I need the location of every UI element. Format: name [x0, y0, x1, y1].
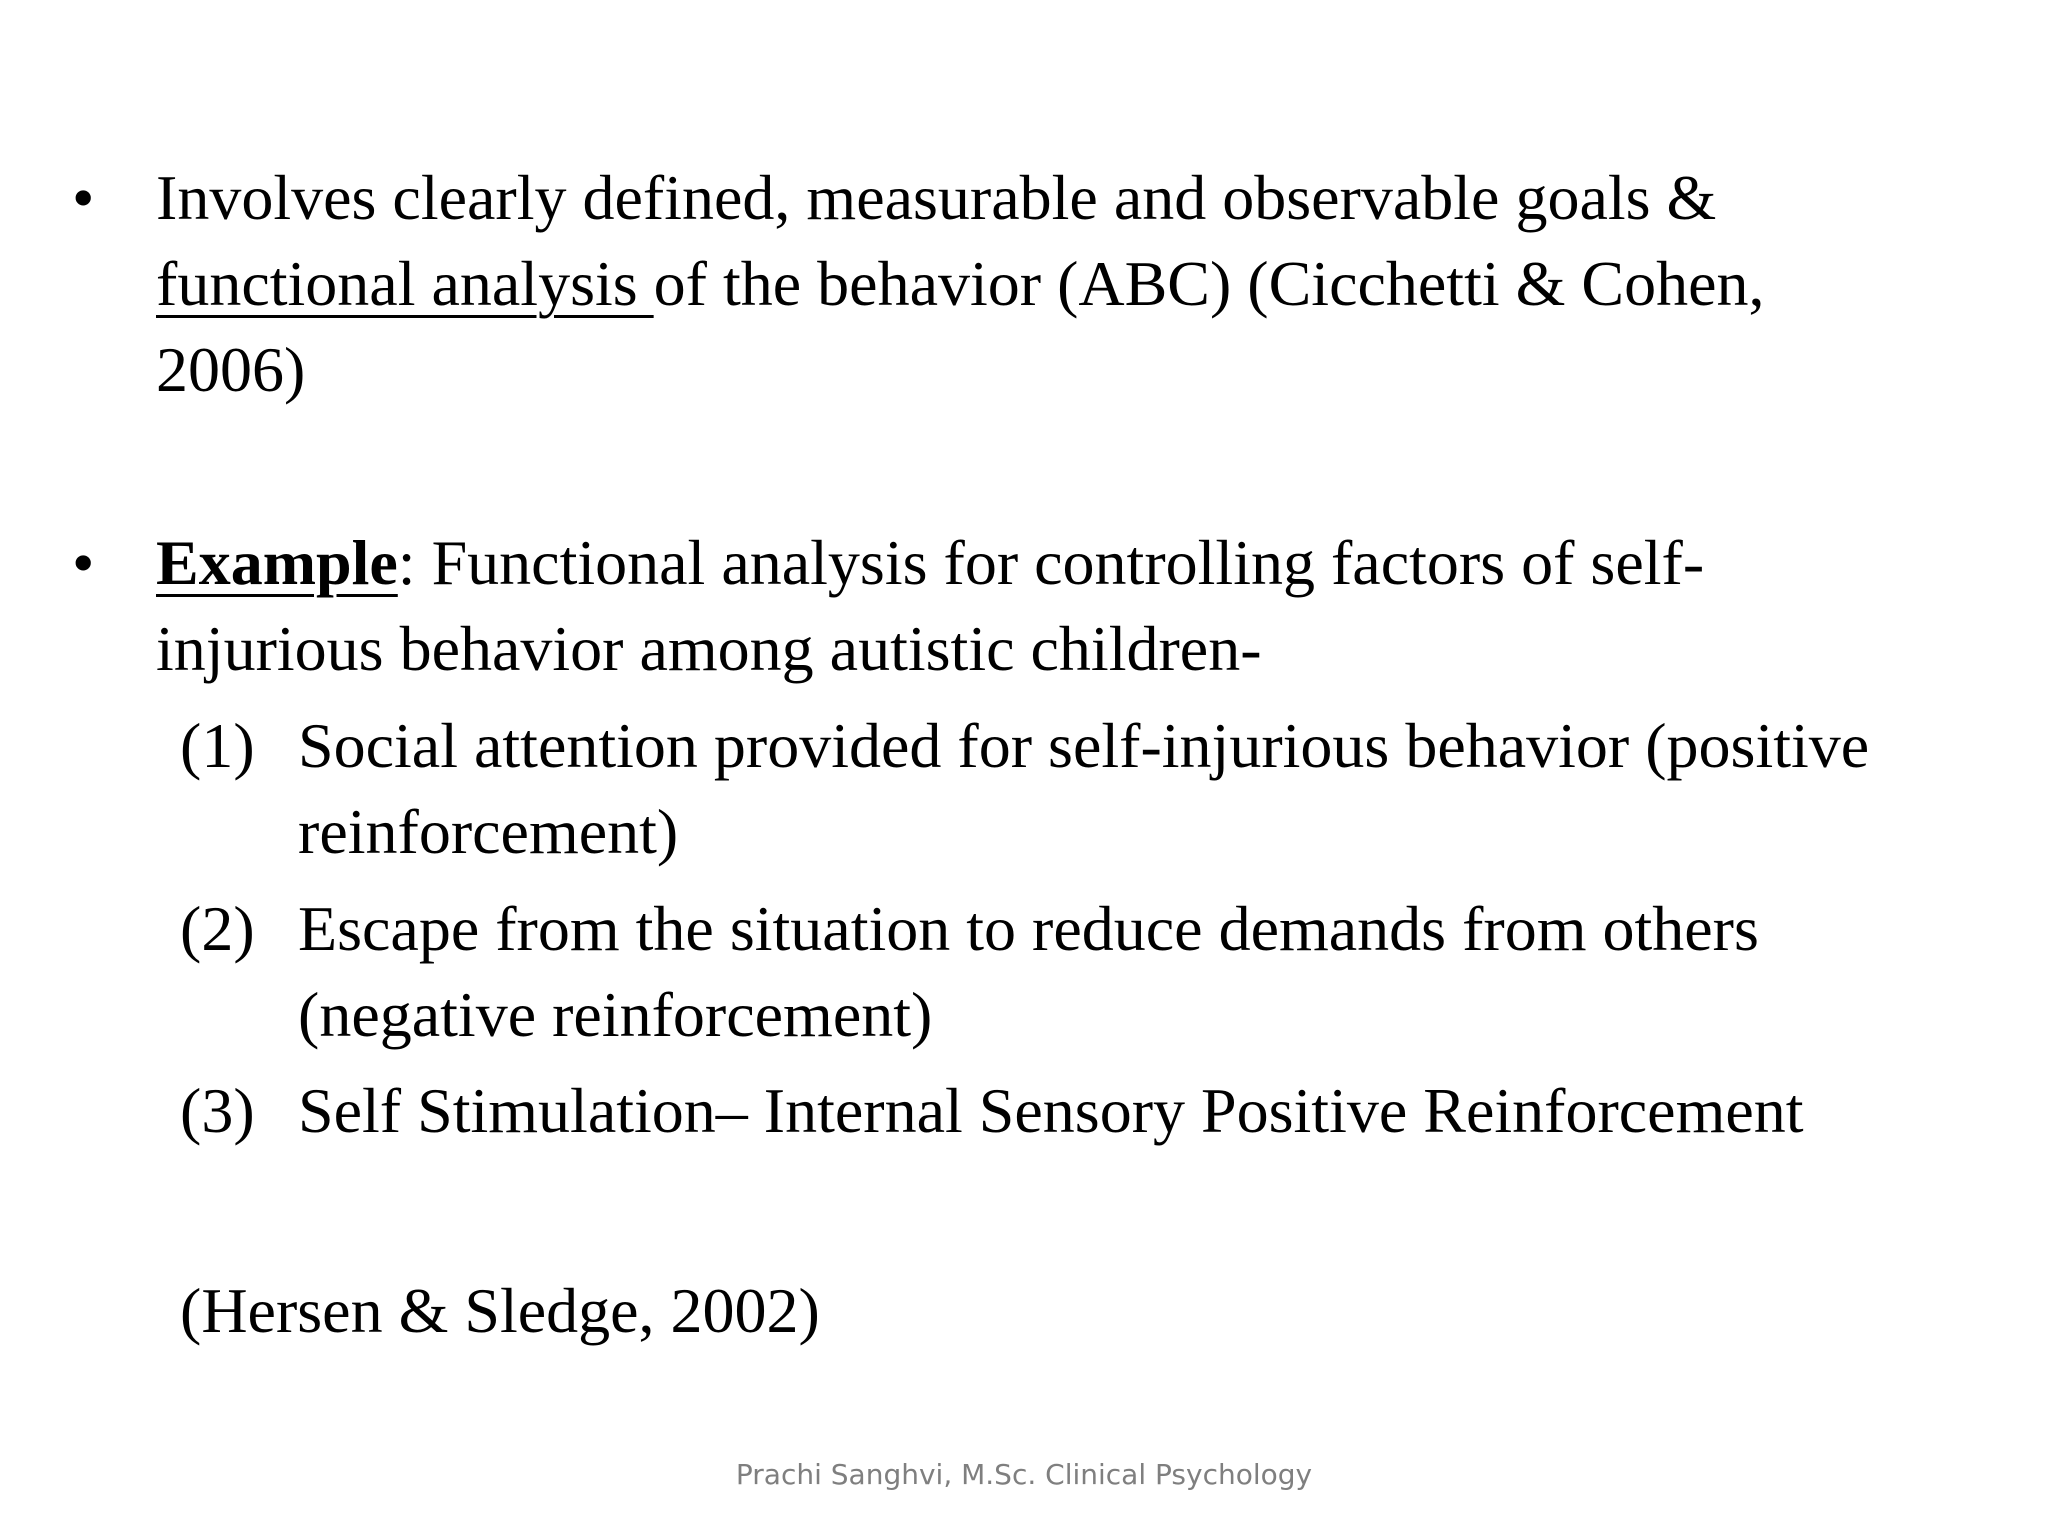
bullet-goals-line-3: 2006): [156, 334, 306, 405]
bullet-goals-line-1: Involves clearly defined, measurable and observable goals &: [156, 162, 1717, 233]
example-label: Example: [156, 527, 398, 598]
list-item-line-2: reinforcement): [298, 796, 679, 867]
list-item-line-2: (negative reinforcement): [298, 979, 933, 1050]
bullet-marker: •: [72, 162, 95, 233]
functional-analysis-underlined: functional analysis: [156, 248, 654, 319]
footer-author: Prachi Sanghvi, M.Sc. Clinical Psychology: [735, 1458, 1313, 1491]
citation: (Hersen & Sledge, 2002): [180, 1275, 820, 1346]
list-item-number: (1): [180, 710, 255, 781]
list-item-number: (3): [180, 1075, 255, 1146]
bullet-goals-line-2-rest: of the behavior (ABC) (Cicchetti & Cohen,: [653, 248, 1765, 319]
bullet-marker: •: [72, 527, 95, 598]
list-item-line-1: Escape from the situation to reduce demands from others: [298, 893, 1759, 964]
bullet-goals-line-2: [156, 241, 1765, 327]
list-item-line-1: Self Stimulation– Internal Sensory Positive Reinforcement: [298, 1075, 1804, 1146]
bullet-example-line-1: [156, 520, 1704, 606]
bullet-example-line-1-rest: : Functional analysis for controlling factors of self-: [397, 527, 1705, 598]
bullet-example-line-2: injurious behavior among autistic children-: [156, 613, 1262, 684]
list-item-number: (2): [180, 893, 255, 964]
list-item-line-1: Social attention provided for self-injurious behavior (positive: [298, 710, 1870, 781]
